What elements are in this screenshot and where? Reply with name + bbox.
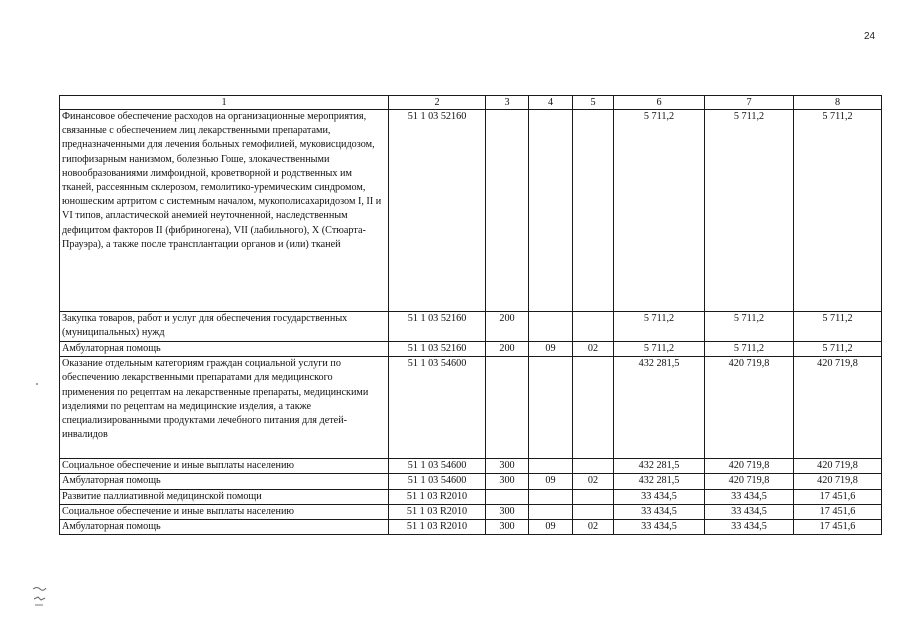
row-col8: 17 451,6 [794, 489, 882, 504]
table-row [60, 520, 882, 535]
row-col6: 5 711,2 [614, 312, 705, 342]
row-col8: 17 451,6 [794, 520, 882, 535]
row-col7: 5 711,2 [705, 110, 794, 312]
table-row [60, 312, 882, 342]
row-col6: 33 434,5 [614, 520, 705, 535]
row-col5 [573, 312, 614, 342]
row-col7: 5 711,2 [705, 342, 794, 357]
row-code: 51 1 03 54600 [389, 474, 486, 489]
row-col6: 33 434,5 [614, 489, 705, 504]
header-cell-7: 7 [705, 96, 794, 110]
budget-table [59, 95, 882, 535]
row-name: Социальное обеспечение и иные выплаты населению [60, 459, 389, 474]
row-name: Закупка товаров, работ и услуг для обеспечения государственных (муниципальных) нужд [60, 312, 389, 342]
table-row [60, 110, 882, 312]
row-col6: 432 281,5 [614, 459, 705, 474]
header-cell-3: 3 [486, 96, 529, 110]
row-col5 [573, 504, 614, 519]
row-code: 51 1 03 52160 [389, 312, 486, 342]
row-col4 [529, 357, 573, 459]
table-row [60, 474, 882, 489]
header-row [60, 96, 882, 110]
row-col5: 02 [573, 520, 614, 535]
row-col8: 17 451,6 [794, 504, 882, 519]
row-col4 [529, 489, 573, 504]
row-col5 [573, 489, 614, 504]
row-col3: 300 [486, 520, 529, 535]
row-col8: 420 719,8 [794, 459, 882, 474]
row-col5: 02 [573, 474, 614, 489]
row-col5 [573, 110, 614, 312]
row-col5 [573, 459, 614, 474]
row-col7: 33 434,5 [705, 504, 794, 519]
row-col7: 420 719,8 [705, 474, 794, 489]
row-col6: 432 281,5 [614, 357, 705, 459]
row-col4: 09 [529, 474, 573, 489]
row-col3: 300 [486, 459, 529, 474]
header-cell-1: 1 [60, 96, 389, 110]
pen-scribble-icon [30, 583, 50, 609]
row-name: Амбулаторная помощь [60, 520, 389, 535]
row-col4 [529, 459, 573, 474]
row-name: Социальное обеспечение и иные выплаты населению [60, 504, 389, 519]
row-col7: 33 434,5 [705, 520, 794, 535]
row-col6: 33 434,5 [614, 504, 705, 519]
row-col6: 5 711,2 [614, 342, 705, 357]
table-row [60, 357, 882, 459]
row-col6: 432 281,5 [614, 474, 705, 489]
row-col8: 5 711,2 [794, 110, 882, 312]
header-cell-4: 4 [529, 96, 573, 110]
row-code: 51 1 03 52160 [389, 110, 486, 312]
margin-pen-marks [30, 583, 50, 612]
row-col4 [529, 110, 573, 312]
row-code: 51 1 03 R2010 [389, 489, 486, 504]
row-col7: 33 434,5 [705, 489, 794, 504]
row-col7: 420 719,8 [705, 459, 794, 474]
table-row [60, 459, 882, 474]
row-col4: 09 [529, 520, 573, 535]
row-code: 51 1 03 R2010 [389, 520, 486, 535]
row-col6: 5 711,2 [614, 110, 705, 312]
row-code: 51 1 03 54600 [389, 459, 486, 474]
header-cell-6: 6 [614, 96, 705, 110]
row-col7: 5 711,2 [705, 312, 794, 342]
row-col3: 200 [486, 342, 529, 357]
row-code: 51 1 03 52160 [389, 342, 486, 357]
row-name: Оказание отдельным категориям граждан социальной услуги по обеспечению лекарственными препаратами для медицинского применения по рецептам на лекарственные препараты, медицинскими изделиями по рецептам на медицинские изделия, а также специализированными продуктами лечебного питания для детей-инвалидов [60, 357, 389, 459]
row-col3 [486, 489, 529, 504]
row-col3: 300 [486, 504, 529, 519]
table-row [60, 489, 882, 504]
row-col3: 300 [486, 474, 529, 489]
row-name: Амбулаторная помощь [60, 342, 389, 357]
row-col8: 420 719,8 [794, 357, 882, 459]
row-col4: 09 [529, 342, 573, 357]
scan-speck [36, 383, 38, 385]
row-name: Финансовое обеспечение расходов на организационные мероприятия, связанные с обеспечением лиц лекарственными препаратами, предназначенными для лечения больных гемофилией, муковисцидозом, гипофизарным нанизмом, болезнью Гоше, злокачественными новообразованиями лимфоидной, кроветворной и родственных им тканей, рассеянным склерозом, гемолитико-уремическим синдромом, юношеским артритом с системным началом, мукополисахаридозом I, II и VI типов, апластической анемией неуточненной, наследственным дефицитом факторов II (фибриногена), VII (лабильного), X (Стюарта-Прауэра), а также после трансплантации органов и (или) тканей [60, 110, 389, 312]
row-col5: 02 [573, 342, 614, 357]
row-name: Амбулаторная помощь [60, 474, 389, 489]
row-col5 [573, 357, 614, 459]
row-code: 51 1 03 54600 [389, 357, 486, 459]
row-code: 51 1 03 R2010 [389, 504, 486, 519]
row-col8: 5 711,2 [794, 312, 882, 342]
header-cell-2: 2 [389, 96, 486, 110]
row-col3: 200 [486, 312, 529, 342]
row-col7: 420 719,8 [705, 357, 794, 459]
table-row [60, 504, 882, 519]
row-col3 [486, 357, 529, 459]
row-col3 [486, 110, 529, 312]
row-col4 [529, 504, 573, 519]
header-cell-5: 5 [573, 96, 614, 110]
row-col8: 420 719,8 [794, 474, 882, 489]
page-number: 24 [864, 31, 876, 42]
row-col4 [529, 312, 573, 342]
table-row [60, 342, 882, 357]
row-name: Развитие паллиативной медицинской помощи [60, 489, 389, 504]
header-cell-8: 8 [794, 96, 882, 110]
row-col8: 5 711,2 [794, 342, 882, 357]
